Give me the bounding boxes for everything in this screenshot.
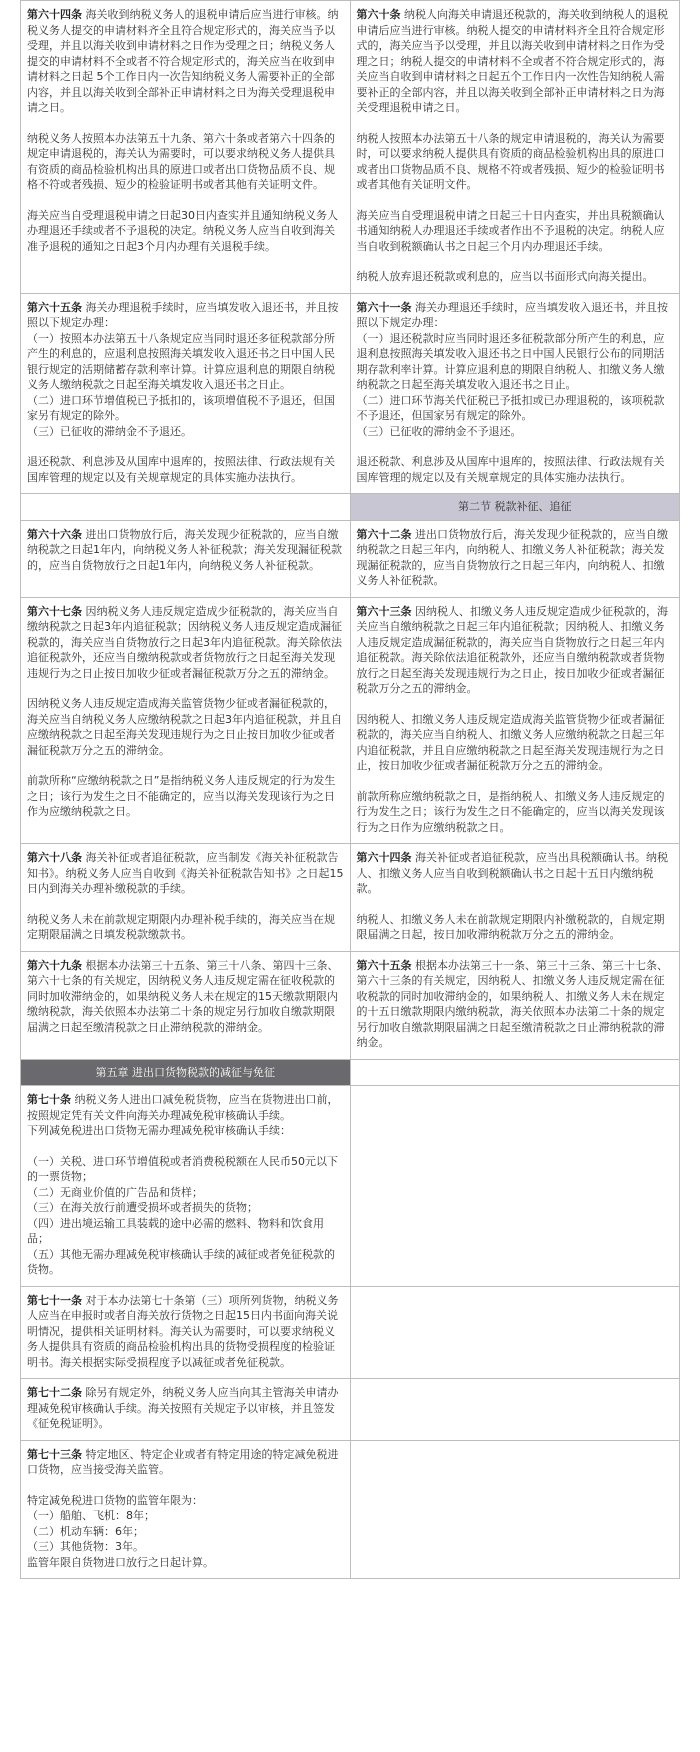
paragraph-line	[357, 208, 674, 255]
article-text: （三）在海关放行前遭受损坏或者损失的货物；	[27, 1201, 258, 1214]
article-paragraph	[27, 1385, 344, 1432]
article-number: 第七十二条	[27, 1386, 82, 1399]
left-article-cell	[21, 951, 351, 1059]
paragraph-line	[27, 912, 344, 943]
paragraph-line	[27, 527, 344, 574]
article-paragraph	[27, 1154, 344, 1278]
left-section-banner: 第五章 进出口货物税款的减征与免征	[21, 1059, 351, 1086]
article-number: 第六十六条	[27, 527, 82, 541]
paragraph-line	[357, 300, 674, 331]
article-number: 第六十条	[356, 8, 401, 21]
article-text: 纳税人向海关申请退还税款的，海关收到纳税人的退税申请后应当进行审核。纳税人提交的申请材料齐全且符合规定形式的，海关应当予以受理，并且以海关收到申请材料之日作为受理之日；纳税人提交的申请材料不全或者不符合规定形式的，海关应当自收到申请材料之日起五个工作日内一次性告知纳税人需要补正的全部内容，并且以海关收到全部补正申请材料之日为海关受理退税申请之日。	[356, 8, 668, 114]
paragraph-line	[27, 131, 344, 193]
right-article-cell	[350, 951, 680, 1059]
right-empty-cell	[350, 1440, 680, 1579]
table-row	[21, 494, 680, 521]
article-text: （一）船舶、飞机：8年；	[27, 1509, 155, 1522]
article-text: （一）按照本办法第五十八条规定应当同时退还多征税款部分所产生的利息的，应退利息按照海关填发收入退还书之日中国人民银行规定的活期储蓄存款利率计算。计算应退利息的期限自纳税义务人缴纳税款之日起至海关填发收入退还书之日止。	[27, 331, 335, 391]
article-paragraph	[27, 300, 344, 440]
article-paragraph	[27, 208, 344, 255]
paragraph-line	[27, 393, 344, 424]
article-number: 第六十五条	[356, 958, 412, 972]
paragraph-line	[27, 454, 344, 485]
article-text: 特定减免税进口货物的监管年限为：	[27, 1493, 203, 1507]
article-paragraph	[357, 789, 674, 836]
left-article-cell	[21, 293, 351, 494]
article-paragraph	[27, 7, 344, 116]
article-paragraph	[357, 958, 674, 1051]
article-text: 进出口货物放行后，海关发现少征税款的，应当自缴纳税款之日起1年内，向纳税义务人补征税款；海关发现漏征税款的，应当自货物放行之日起1年内，向纳税义务人补征税款。	[27, 527, 342, 572]
right-empty-cell	[350, 1286, 680, 1379]
left-article-cell	[21, 1379, 351, 1441]
paragraph-line	[357, 912, 674, 943]
article-number: 第七十三条	[27, 1447, 82, 1461]
article-text: （二）进口环节增值税已予抵扣的，该项增值税不予退还，但国家另有规定的除外。	[27, 393, 335, 422]
paragraph-line	[27, 1200, 344, 1216]
paragraph-line	[27, 7, 344, 116]
paragraph-line	[27, 1508, 344, 1524]
article-text: 因纳税人、扣缴义务人违反规定造成少征税款的，海关应当自缴纳税款之日起三年内追征税款；因纳税人、扣缴义务人违反规定造成漏征税款的，海关应当自货物放行之日起三年内追征税款。海关除依法追征税款外，还应当自缴纳税款或者货物放行之日起至海关发现违规行为之日止，按日加收少征或者漏征税款万分之五的滞纳金。	[356, 604, 668, 695]
article-text: 海关收到纳税义务人的退税申请后应当进行审核。纳税义务人提交的申请材料齐全且符合规定形式的，海关应当予以受理，并且以海关收到申请材料之日作为受理之日；纳税义务人提交的申请材料不全或者不符合规定形式的，海关应当在收到申请材料之日起 5个工作日内一次告知纳税义务人需要补正的全部内容，并且以海关收到全部补正申请材料之日为海关受理退税申请之日。	[27, 8, 339, 114]
left-article-cell	[21, 1286, 351, 1379]
article-number: 第七十条	[27, 1093, 71, 1106]
article-text: （五）其他无需办理减免税审核确认手续的减征或者免征税款的货物。	[27, 1247, 335, 1276]
article-paragraph	[357, 712, 674, 774]
article-text: 纳税人、扣缴义务人未在前款规定期限内补缴税款的，自规定期限届满之日起，按日加收滞纳税款万分之五的滞纳金。	[356, 912, 665, 941]
article-text: （一）关税、进口环节增值税或者消费税税额在人民币50元以下的一票货物；	[27, 1154, 338, 1183]
right-article-cell	[350, 520, 680, 597]
article-paragraph	[27, 1447, 344, 1478]
article-text: 纳税义务人进出口减免税货物，应当在货物进出口前，按照规定凭有关文件向海关办理减免税审核确认手续。	[27, 1093, 339, 1122]
table-row	[21, 1, 680, 294]
paragraph-line	[27, 208, 344, 255]
left-article-cell	[21, 597, 351, 844]
article-text: （四）进出境运输工具装载的途中必需的燃料、物料和饮食用品；	[27, 1216, 324, 1245]
article-text: 海关办理退税手续时，应当填发收入退还书，并且按照以下规定办理：	[27, 300, 339, 329]
table-row	[21, 1440, 680, 1579]
paragraph-line	[357, 331, 674, 393]
right-section-banner: 第二节 税款补征、追征	[350, 494, 680, 521]
article-text: 纳税人放弃退还税款或利息的，应当以书面形式向海关提出。	[356, 270, 654, 283]
article-paragraph	[27, 604, 344, 682]
article-text: 除另有规定外，纳税义务人应当向其主管海关申请办理减免税审核确认手续。海关按照有关规定予以审核，并且签发《征免税证明》。	[27, 1386, 339, 1430]
article-text: 海关办理退还手续时，应当填发收入退还书，并且按照以下规定办理：	[356, 300, 668, 329]
paragraph-line	[27, 1447, 344, 1478]
table-row	[21, 951, 680, 1059]
article-text: （三）已征收的滞纳金不予退还。	[27, 424, 192, 438]
article-text: 海关应当自受理退税申请之日起三十日内查实，并出具税额确认书通知纳税人办理退还手续或者作出不予退税的决定。纳税人应当自收到税额确认书之日起三个月内办理退还手续。	[356, 208, 665, 253]
article-text: 因纳税人、扣缴义务人违反规定造成海关监管货物少征或者漏征税款的，海关应当自纳税人、扣缴义务人应缴纳税款之日起三年内追征税款，并且自应缴纳税款之日起至海关发现违规行为之日止，按日加收少征或者漏征税款万分之五的滞纳金。	[356, 712, 665, 772]
article-text: （二）进口环节海关代征税已予抵扣或已办理退税的，该项税款不予退还，但国家另有规定的除外。	[356, 393, 665, 422]
article-text: 海关补征或者追征税款，应当制发《海关补征税款告知书》。纳税义务人应当自收到《海关补征税款告知书》之日起15日内到海关办理补缴税款的手续。	[27, 851, 344, 895]
paragraph-line	[357, 958, 674, 1051]
paragraph-line	[357, 850, 674, 897]
left-article-cell	[21, 844, 351, 952]
article-paragraph	[357, 850, 674, 897]
article-number: 第六十四条	[356, 851, 412, 864]
article-text: 监管年限自货物进口放行之日起计算。	[27, 1555, 214, 1569]
paragraph-line	[27, 604, 344, 682]
article-paragraph	[357, 604, 674, 697]
paragraph-line	[357, 454, 674, 485]
left-article-cell	[21, 520, 351, 597]
article-text: 纳税义务人未在前款规定期限内办理补税手续的，海关应当在规定期限届满之日填发税款缴款书。	[27, 912, 335, 941]
article-paragraph	[27, 773, 344, 820]
paragraph-line	[27, 424, 344, 440]
paragraph-line	[27, 1123, 344, 1139]
article-number: 第六十九条	[27, 958, 82, 972]
article-number: 第六十七条	[27, 604, 82, 618]
article-number: 第七十一条	[27, 1293, 82, 1307]
paragraph-line	[27, 1247, 344, 1278]
article-text: 下列减免税进出口货物无需办理减免税审核确认手续：	[27, 1124, 291, 1137]
article-text: 退还税款、利息涉及从国库中退库的，按照法律、行政法规有关国库管理的规定以及有关规章规定的具体实施办法执行。	[27, 455, 335, 484]
article-text: （三）已征收的滞纳金不予退还。	[356, 424, 522, 438]
table-row	[21, 597, 680, 844]
paragraph-line	[27, 1493, 344, 1509]
article-paragraph	[27, 1493, 344, 1571]
article-number: 第六十二条	[356, 527, 412, 541]
article-paragraph	[357, 300, 674, 440]
article-paragraph	[357, 527, 674, 589]
paragraph-line	[27, 1154, 344, 1185]
article-paragraph	[27, 131, 344, 193]
article-text: （二）无商业价值的广告品和货样；	[27, 1185, 203, 1199]
paragraph-line	[357, 7, 674, 116]
paragraph-line	[357, 424, 674, 440]
table-row	[21, 1059, 680, 1086]
table-row	[21, 1086, 680, 1287]
right-article-cell	[350, 597, 680, 844]
table-row	[21, 520, 680, 597]
paragraph-line	[357, 269, 674, 285]
paragraph-line	[357, 393, 674, 424]
paragraph-line	[27, 300, 344, 331]
article-text: 根据本办法第三十五条、第三十八条、第四十三条、第六十七条的有关规定，因纳税义务人违反规定需在征收税款的同时加收滞纳金的，如果纳税义务人未在规定的15天缴款期限内缴纳税款，海关依照本办法第二十条的规定另行加收自缴款期限届满之日起至缴清税款之日止滞纳税款的滞纳金。	[27, 958, 339, 1034]
paragraph-line	[27, 1539, 344, 1555]
article-number: 第六十一条	[356, 300, 412, 314]
article-text: 因纳税义务人违反规定造成少征税款的，海关应当自缴纳税款之日起3年内追征税款；因纳税义务人违反规定造成漏征税款的，海关应当自货物放行之日起3年内追征税款。海关除依法追征税款外，还应当自缴纳税款或者货物放行之日起至海关发现违规行为之日止按日加收少征或者漏征税款万分之五的滞纳金。	[27, 604, 342, 680]
right-empty-cell	[350, 1086, 680, 1287]
article-number: 第六十八条	[27, 851, 82, 864]
paragraph-line	[27, 1293, 344, 1371]
table-row	[21, 1379, 680, 1441]
right-article-cell	[350, 844, 680, 952]
article-paragraph	[357, 7, 674, 116]
article-text: 前款所称应缴纳税款之日，是指纳税人、扣缴义务人违反规定的行为发生之日；该行为发生之日不能确定的，应当以海关发现该行为之日作为应缴纳税款之日。	[356, 789, 665, 834]
paragraph-line	[27, 1185, 344, 1201]
paragraph-line	[357, 789, 674, 836]
article-text: 海关补征或者追征税款，应当出具税额确认书。纳税人、扣缴义务人应当自收到税额确认书之日起十五日内缴纳税款。	[356, 851, 668, 895]
article-paragraph	[27, 1092, 344, 1139]
article-number: 第六十三条	[356, 604, 412, 618]
left-section-banner	[21, 494, 351, 521]
article-paragraph	[27, 850, 344, 897]
article-number: 第六十五条	[27, 300, 82, 314]
right-article-cell	[350, 1, 680, 294]
left-article-cell	[21, 1086, 351, 1287]
right-section-banner	[350, 1059, 680, 1086]
article-paragraph	[357, 269, 674, 285]
article-text: 退还税款、利息涉及从国库中退库的，按照法律、行政法规有关国库管理的规定以及有关规章规定的具体实施办法执行。	[356, 455, 665, 484]
article-number: 第六十四条	[27, 8, 82, 21]
paragraph-line	[27, 1216, 344, 1247]
article-paragraph	[357, 131, 674, 193]
paragraph-line	[357, 604, 674, 697]
article-text: 纳税人按照本办法第五十八条的规定申请退税的，海关认为需要时，可以要求纳税人提供具有资质的商品检验机构出具的原进口或者出口货物品质不良、规格不符或者残损、短少的检验证明书或者其他有关证明文件。	[356, 131, 665, 191]
paragraph-line	[27, 958, 344, 1036]
article-paragraph	[357, 208, 674, 255]
article-paragraph	[357, 912, 674, 943]
right-article-cell	[350, 293, 680, 494]
article-text: 进出口货物放行后，海关发现少征税款的，应当自缴纳税款之日起三年内，向纳税人、扣缴义务人补征税款；海关发现漏征税款的，应当自货物放行之日起三年内，向纳税人、扣缴义务人补征税款。	[356, 527, 668, 587]
article-paragraph	[27, 527, 344, 574]
table-body	[21, 1, 680, 1579]
paragraph-line	[27, 1385, 344, 1432]
article-text: （三）其他货物：3年。	[27, 1540, 144, 1553]
paragraph-line	[357, 712, 674, 774]
paragraph-line	[27, 331, 344, 393]
article-paragraph	[27, 958, 344, 1036]
article-paragraph	[27, 696, 344, 758]
paragraph-line	[27, 1555, 344, 1571]
left-article-cell	[21, 1440, 351, 1579]
paragraph-line	[27, 1524, 344, 1540]
right-empty-cell	[350, 1379, 680, 1441]
left-article-cell	[21, 1, 351, 294]
article-paragraph	[27, 1293, 344, 1371]
paragraph-line	[27, 1092, 344, 1123]
paragraph-line	[27, 850, 344, 897]
table-row	[21, 1286, 680, 1379]
article-text: （二）机动车辆：6年；	[27, 1524, 144, 1538]
article-text: 特定地区、特定企业或者有特定用途的特定减免税进口货物，应当接受海关监管。	[27, 1447, 339, 1476]
article-text: 对于本办法第七十条第（三）项所列货物，纳税义务人应当在申报时或者自海关放行货物之日起15日内书面向海关说明情况，提供相关证明材料。海关认为需要时，可以要求纳税义务人提供具有资质的商品检验机构出具的货物受损程度的检验证明书。海关根据实际受损程度予以减征或者免征税款。	[27, 1293, 339, 1369]
article-text: 海关应当自受理退税申请之日起30日内查实并且通知纳税义务人办理退还手续或者不予退税的决定。纳税义务人应当自收到海关准予退税的通知之日起3个月内办理有关退税手续。	[27, 208, 338, 253]
regulation-comparison-table	[20, 0, 680, 1579]
paragraph-line	[27, 773, 344, 820]
article-text: （一）退还税款时应当同时退还多征税款部分所产生的利息，应退利息按照海关填发收入退还书之日中国人民银行公布的同期活期存款利率计算。计算应退利息的期限自纳税人、扣缴义务人缴纳税款之日起至海关填发收入退还书之日止。	[356, 331, 665, 391]
article-paragraph	[357, 454, 674, 485]
article-text: 根据本办法第三十一条、第三十三条、第三十七条、第六十三条的有关规定，因纳税人、扣缴义务人违反规定需在征收税款的同时加收滞纳金的，如果纳税人、扣缴义务人未在规定的十五日缴款期限内缴纳税款，海关依照本办法第二十条的规定另行加收自缴款期限届满之日起至缴清税款之日止滞纳税款的滞纳金。	[356, 958, 668, 1049]
paragraph-line	[357, 131, 674, 193]
paragraph-line	[357, 527, 674, 589]
article-paragraph	[27, 454, 344, 485]
table-row	[21, 293, 680, 494]
paragraph-line	[27, 696, 344, 758]
article-text: 纳税义务人按照本办法第五十九条、第六十条或者第六十四条的规定申请退税的，海关认为需要时，可以要求纳税义务人提供具有资质的商品检验机构出具的原进口或者出口货物品质不良、规格不符或者残损、短少的检验证明书或者其他有关证明文件。	[27, 131, 335, 191]
article-text: 前款所称“应缴纳税款之日”是指纳税义务人违反规定的行为发生之日；该行为发生之日不能确定的，应当以海关发现该行为之日作为应缴纳税款之日。	[27, 774, 336, 818]
table-row	[21, 844, 680, 952]
article-text: 因纳税义务人违反规定造成海关监管货物少征或者漏征税款的，海关应当自纳税义务人应缴纳税款之日起3年内追征税款，并且自应缴纳税款之日起至海关发现违规行为之日止按日加收少征或者漏征税款万分之五的滞纳金。	[27, 697, 342, 757]
article-paragraph	[27, 912, 344, 943]
